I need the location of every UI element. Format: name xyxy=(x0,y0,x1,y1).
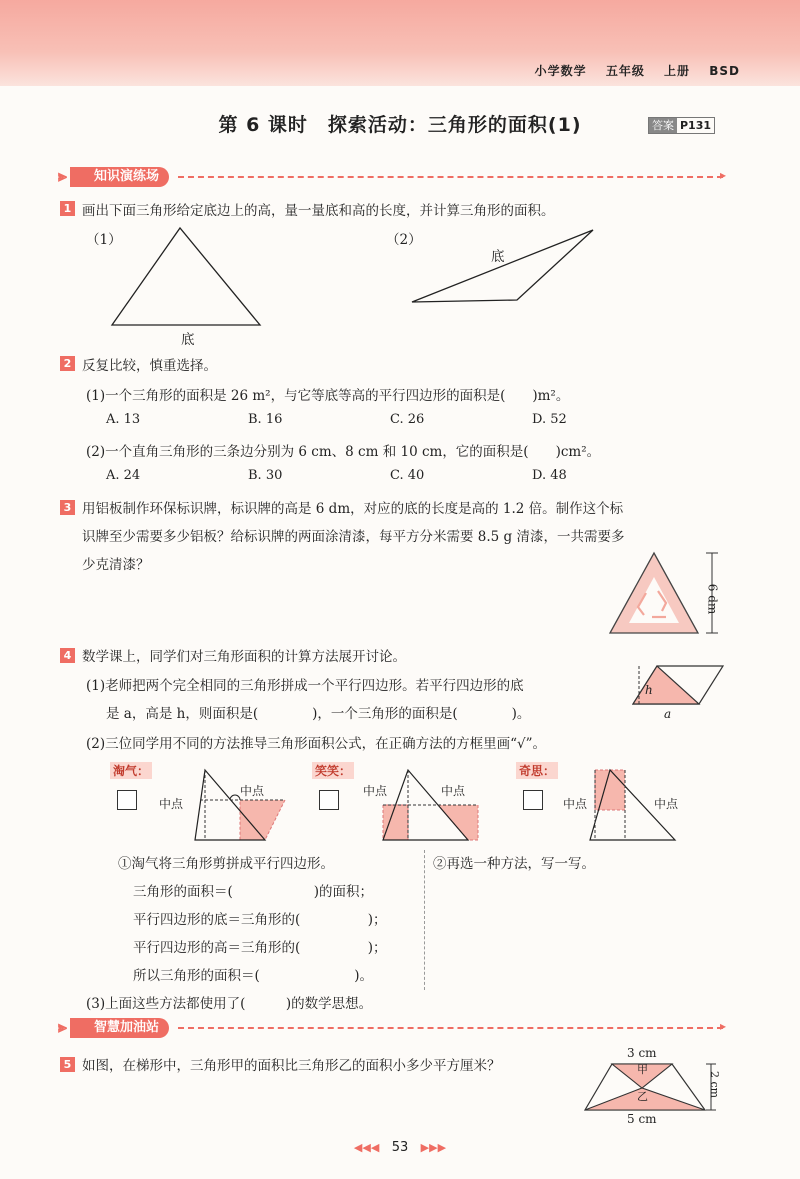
q4-sub3: (3)上面这些方法都使用了( )的数学思想。 xyxy=(86,996,373,1012)
q4-divider xyxy=(424,850,425,990)
q3-height-label: 6 dm xyxy=(705,583,720,615)
answer-page: P131 xyxy=(680,119,712,132)
triangle-2[interactable] xyxy=(412,230,593,302)
page-number: 53 xyxy=(391,1140,409,1155)
student-qisi-label: 奇思： xyxy=(516,762,558,779)
q5-height-label: 2 cm xyxy=(708,1070,722,1099)
qisi-midpoint-right: 中点 xyxy=(654,797,679,811)
qisi-checkbox[interactable] xyxy=(523,790,543,810)
q2-sub2-option-b[interactable]: B. 30 xyxy=(248,468,283,483)
q2-sub1-option-d[interactable]: D. 52 xyxy=(532,412,567,427)
taoqi-checkbox[interactable] xyxy=(117,790,137,810)
section-end-arrow-icon: ▸ xyxy=(720,1019,727,1033)
question-number: 4 xyxy=(60,648,75,663)
section-end-arrow-icon: ▸ xyxy=(720,168,727,182)
header-subject: 小学数学 xyxy=(534,64,587,78)
xiaoxiao-checkbox[interactable] xyxy=(319,790,339,810)
question-number: 2 xyxy=(60,356,75,371)
q3-line3: 少克清漆？ xyxy=(82,557,150,573)
section-challenge-bar xyxy=(58,1017,728,1039)
q4-sub1-line1: (1)老师把两个完全相同的三角形拼成一个平行四边形。若平行四边形的底 xyxy=(86,678,524,694)
header-edition: BSD xyxy=(709,64,740,78)
q1-figures xyxy=(0,0,800,360)
section-arrow-icon: ⫸ xyxy=(58,166,68,185)
header-volume: 上册 xyxy=(664,64,691,78)
section-arrow-icon: ⫸ xyxy=(58,1017,68,1036)
q4-note1: ①淘气将三角形剪拼成平行四边形。 xyxy=(118,856,334,872)
triangle-1[interactable] xyxy=(112,228,260,325)
q1-base-label-2: 底 xyxy=(491,249,505,265)
xiaoxiao-figure xyxy=(378,765,498,845)
q4-sub2: (2)三位同学用不同的方法推导三角形面积公式，在正确方法的方框里画“√”。 xyxy=(86,736,547,752)
student-taoqi-label: 淘气： xyxy=(110,762,152,779)
student-xiaoxiao-label: 笑笑： xyxy=(312,762,354,779)
q5-bottom-label: 5 cm xyxy=(627,1112,657,1126)
taoqi-midpoint-left: 中点 xyxy=(159,797,184,811)
q4-fill2: 平行四边形的底＝三角形的( )； xyxy=(133,912,387,928)
xiaoxiao-midpoint-left: 中点 xyxy=(363,784,388,798)
question-number: 1 xyxy=(60,201,75,216)
q2-sub1: (1)一个三角形的面积是 26 m²，与它等底等高的平行四边形的面积是( )m²。 xyxy=(86,388,570,404)
q5-top-label: 3 cm xyxy=(627,1046,657,1060)
q5-text: 如图，在梯形中，三角形甲的面积比三角形乙的面积小多少平方厘米？ xyxy=(82,1058,501,1074)
q1-text: 画出下面三角形给定底边上的高，量一量底和高的长度，并计算三角形的面积。 xyxy=(82,203,555,219)
q2-sub1-option-b[interactable]: B. 16 xyxy=(248,412,283,427)
q4-label-h: h xyxy=(645,683,653,697)
page-title: 第 6 课时 探索活动：三角形的面积(1) xyxy=(218,114,582,136)
section-practice-title: 知识演练场 xyxy=(70,167,169,187)
q2-sub1-option-a[interactable]: A. 13 xyxy=(106,412,141,427)
section-challenge-title: 智慧加油站 xyxy=(70,1018,169,1038)
q4-label-a: a xyxy=(664,707,672,721)
q3-line2: 识牌至少需要多少铝板？给标识牌的两面涂清漆，每平方分米需要 8.5 g 清漆，一共需要多 xyxy=(82,529,625,545)
q4-fill4: 所以三角形的面积＝( )。 xyxy=(133,968,374,984)
q2-sub2-option-a[interactable]: A. 24 xyxy=(106,468,141,483)
q4-text: 数学课上，同学们对三角形面积的计算方法展开讨论。 xyxy=(82,649,406,665)
q4-parallelogram xyxy=(625,664,725,710)
q4-sub1-line2: 是 a，高是 h，则面积是( )，一个三角形的面积是( )。 xyxy=(106,706,531,722)
question-number: 5 xyxy=(60,1057,75,1072)
q2-sub1-option-c[interactable]: C. 26 xyxy=(390,412,425,427)
q5-jia-label: 甲 xyxy=(637,1063,648,1076)
qisi-midpoint-left: 中点 xyxy=(563,797,588,811)
qisi-figure xyxy=(585,765,685,845)
q3-line1: 用铝板制作环保标识牌，标识牌的高是 6 dm，对应的底的长度是高的 1.2 倍。制作这个标 xyxy=(82,501,624,517)
q1-base-label-1: 底 xyxy=(181,332,195,348)
answer-label: 答案 xyxy=(649,118,677,133)
question-number: 3 xyxy=(60,500,75,515)
next-arrows-icon[interactable]: ▶▶▶ xyxy=(420,1141,447,1154)
q2-text: 反复比较，慎重选择。 xyxy=(82,358,217,374)
q1-fig1-label: （1） xyxy=(86,232,122,248)
q4-fill3: 平行四边形的高＝三角形的( )； xyxy=(133,940,387,956)
section-divider xyxy=(178,1027,723,1029)
q4-fill1: 三角形的面积＝( )的面积； xyxy=(133,884,374,900)
prev-arrows-icon[interactable]: ◀◀◀ xyxy=(353,1141,380,1154)
xiaoxiao-midpoint-right: 中点 xyxy=(441,784,466,798)
q4-note2: ②再选一种方法，写一写。 xyxy=(433,856,595,872)
header-grade: 五年级 xyxy=(605,64,645,78)
q1-fig2-label: （2） xyxy=(386,232,422,248)
taoqi-figure xyxy=(180,765,300,845)
q2-sub2-option-c[interactable]: C. 40 xyxy=(390,468,425,483)
taoqi-midpoint-right: 中点 xyxy=(240,784,265,798)
page-number-area xyxy=(0,1140,800,1155)
q2-sub2-option-d[interactable]: D. 48 xyxy=(532,468,567,483)
q5-yi-label: 乙 xyxy=(637,1090,648,1103)
q2-sub2: (2)一个直角三角形的三条边分别为 6 cm、8 cm 和 10 cm，它的面积是( )cm²。 xyxy=(86,444,601,460)
